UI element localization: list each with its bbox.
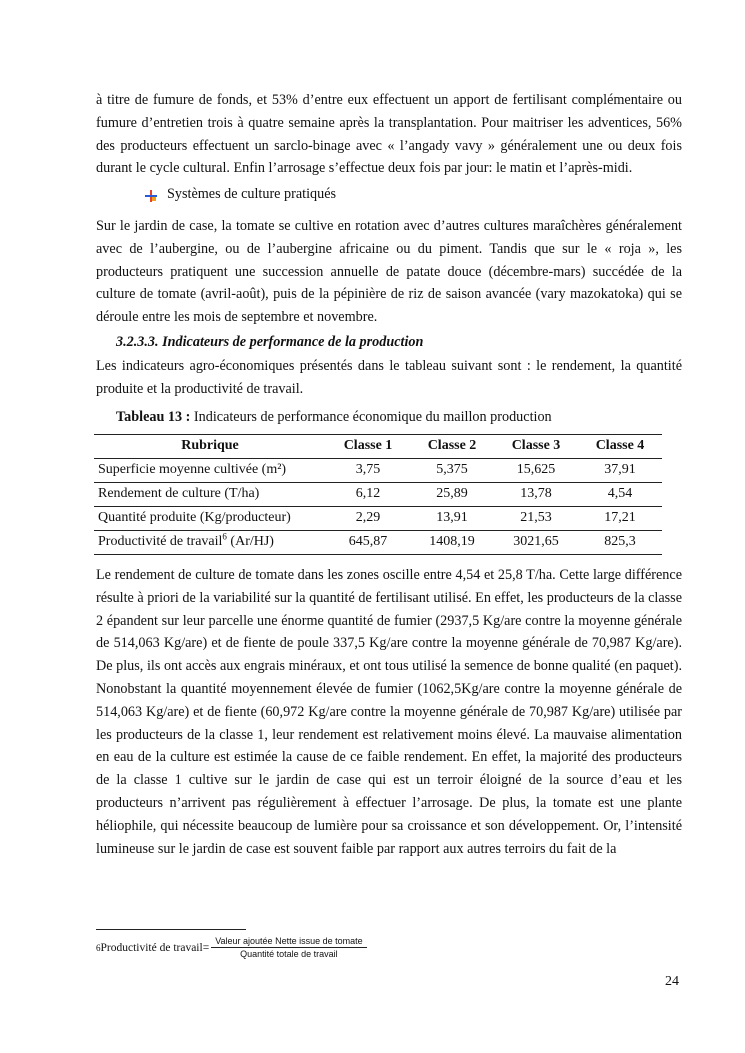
- paragraph-analysis: Le rendement de culture de tomate dans les zones oscille entre 4,54 et 25,8 T/ha. Cette large différence résulte à priori de la variabilité sur la quantité de fertilisant utilisé. En effet, les producteurs de la classe 2 épandent sur leur parcelle une énorme quantité de fumier (2937,5 Kg/are contre la moyenne générale de 514,063 Kg/are) et de fiente de poule 337,5 Kg/are contre la moyenne générale de 70,987 Kg/are). De plus, ils ont accès aux engrais minéraux, et ont tous utilisé la semence de bonne qualité (en paquet). Nonobstant la quantité moyennement élevée de fumier (1062,5Kg/are contre la moyenne générale de 514,063 Kg/are) et de fiente (60,972 Kg/are contre la moyenne générale de 70,987 Kg/are) utilisée par les producteurs de la classe 1, leur rendement est relativement moins élevé. La mauvaise alimentation en eau de la culture est estimée la cause de ce faible rendement. En effet, la majorité des producteurs de la classe 1 cultive sur le jardin de case qui est un terroir éloigné de la source d’eau et les producteurs n’arrivent pas régulièrement à effectuer l’arrosage. De plus, la tomate est une plante héliophile, qui nécessite beaucoup de lumière pour sa croissance et son développement. Or, l’intensité lumineuse sur le jardin de case est souvent faible par rapport aux autres terroirs du fait de la: [96, 566, 682, 857]
- row-label: [94, 530, 326, 554]
- section-heading: 3.2.3.3. Indicateurs de performance de la production: [116, 333, 424, 350]
- table-header-row: [94, 435, 662, 459]
- table-cell: 37,91: [578, 458, 662, 482]
- table-row: [94, 530, 662, 554]
- bullet-item: [144, 183, 682, 206]
- table-cell: 1408,19: [410, 530, 494, 554]
- document-page: [96, 89, 682, 860]
- footnote: 6 Productivité de travail= $\frac{\text{Valeur ajoutée Nette issue de tomate}}{\text{Quantité totale de travail}}$: [96, 935, 367, 960]
- header-classe-3: Classe 3: [494, 435, 578, 459]
- header-rubrique: Rubrique: [94, 435, 326, 459]
- table-cell: 6,12: [326, 482, 410, 506]
- paragraph-indicators-intro: Les indicateurs agro-économiques présentés dans le tableau suivant sont : le rendement, la quantité produite et la productivité de travail.: [96, 357, 682, 397]
- table-cell: 4,54: [578, 482, 662, 506]
- page-number: 24: [665, 974, 679, 989]
- formula-numerator: Valeur ajoutée Nette issue de tomate: [211, 935, 366, 948]
- footnote-formula: [211, 935, 366, 960]
- row-label: Quantité produite (Kg/producteur): [94, 506, 326, 530]
- header-classe-1: Classe 1: [326, 435, 410, 459]
- table-row: [94, 482, 662, 506]
- table-row: [94, 506, 662, 530]
- row-label: Rendement de culture (T/ha): [94, 482, 326, 506]
- table-caption-text: Indicateurs de performance économique du maillon production: [190, 409, 552, 426]
- footnote-ref: 6: [222, 531, 227, 542]
- row-label: Superficie moyenne cultivée (m²): [94, 458, 326, 482]
- table-cell: 13,78: [494, 482, 578, 506]
- bullet-text: Systèmes de culture pratiqués: [167, 186, 337, 203]
- table-cell: 17,21: [578, 506, 662, 530]
- row-label-main: Productivité de travail: [98, 534, 223, 550]
- table-cell: 15,625: [494, 458, 578, 482]
- table-cell: 2,29: [326, 506, 410, 530]
- table-cell: 825,3: [578, 530, 662, 554]
- paragraph-intro: à titre de fumure de fonds, et 53% d’entre eux effectuent un apport de fertilisant complémentaire ou fumure d’entretien trois à quatre semaine après la transplantation. Pour maitriser les adventices, 56% des producteurs effectuent un sarclo-binage avec « l’angady vavy » généralement une ou deux fois durant le cycle cultural. Enfin l’arrosage s’effectue deux fois par jour: le matin et l’après-midi.: [96, 92, 682, 177]
- table-cell: 21,53: [494, 506, 578, 530]
- table-cell: 3,75: [326, 458, 410, 482]
- table-row: [94, 458, 662, 482]
- performance-table: [94, 434, 662, 555]
- paragraph-rotation: Sur le jardin de case, la tomate se cultive en rotation avec d’autres cultures maraîchères généralement avec de l’aubergine, ou de l’aubergine africaine ou du piment. Tandis que sur le « roja », les producteurs pratiquent une succession annuelle de patate douce (décembre-mars) succédée de la culture de tomate (avril-août), puis de la pépinière de riz de saison avancée (vary mazokatoka) qui se déroule entre les mois de septembre et novembre.: [96, 217, 682, 326]
- table-cell: 5,375: [410, 458, 494, 482]
- formula-denominator: Quantité totale de travail: [240, 949, 338, 959]
- table-caption-label: Tableau 13 :: [116, 409, 191, 426]
- table-cell: 3021,65: [494, 530, 578, 554]
- table-cell: 25,89: [410, 482, 494, 506]
- footnote-label: Productivité de travail=: [100, 941, 210, 954]
- table-cell: 645,87: [326, 530, 410, 554]
- arrow-bullet-icon: [144, 188, 158, 202]
- table-caption: [116, 406, 682, 429]
- header-classe-4: Classe 4: [578, 435, 662, 459]
- header-classe-2: Classe 2: [410, 435, 494, 459]
- footnote-divider: [96, 929, 246, 930]
- table-cell: 13,91: [410, 506, 494, 530]
- row-label-unit: (Ar/HJ): [226, 534, 274, 550]
